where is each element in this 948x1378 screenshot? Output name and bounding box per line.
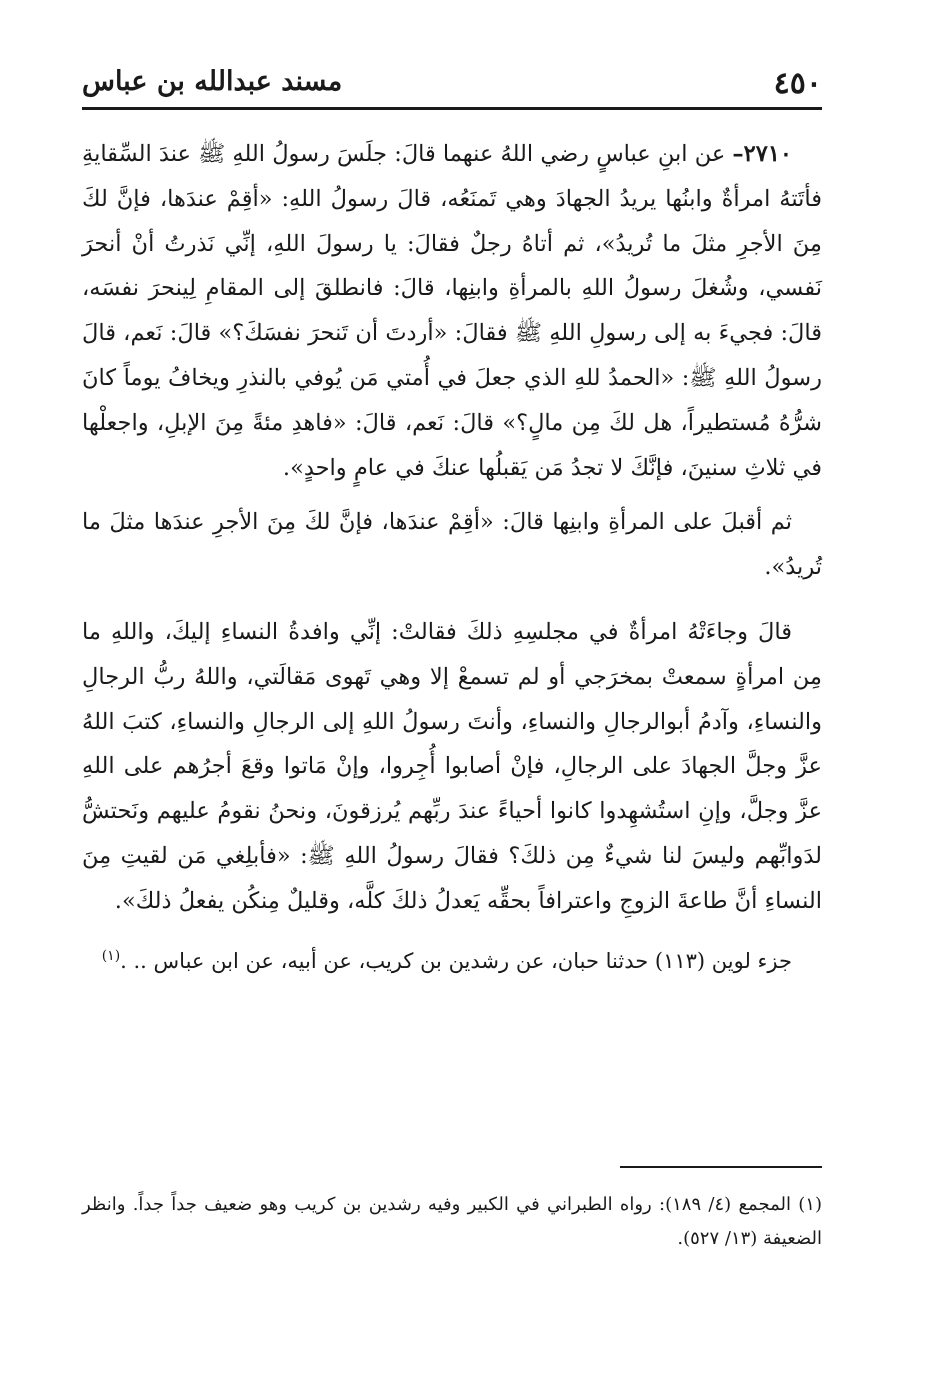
footnote-separator (620, 1166, 822, 1168)
hadith-number: ٢٧١٠– (732, 141, 793, 167)
running-title: مسند عبدالله بن عباس (82, 66, 343, 97)
footnote-marker: (١) (101, 947, 121, 964)
page-number: ٤٥٠ (773, 66, 822, 101)
hadith-text: عن ابنِ عباسٍ رضي اللهُ عنهما قالَ: جلَسَ رسولُ اللهِ ﷺ عندَ السِّقايةِ فأتَتهُ امرأةٌ وابنُها يريدُ الجهادَ وهي تَمنَعُه، قالَ رسولُ اللهِ: «أقِمْ عندَها، فإنَّ لكَ مِنَ الأجرِ مثلَ ما تُريدُ»، ثم أتاهُ رجلٌ فقالَ: يا رسولَ اللهِ، إنِّي نَذرتُ أنْ أنحرَ نَفسي، وشُغلَ رسولُ اللهِ بالمرأةِ وابنِها، قالَ: فانطلقَ إلى المقامِ لِينحرَ نفسَه، قالَ: فجيءَ به إلى رسولِ اللهِ ﷺ فقالَ: «أردتَ أن تَنحرَ نفسَكَ؟» قالَ: نَعم، قالَ رسولُ اللهِ ﷺ: «الحمدُ للهِ الذي جعلَ في أُمتي مَن يُوفي بالنذرِ ويخافُ يوماً كانَ شرُّهُ مُستطيراً، هل لكَ مِن مالٍ؟» قالَ: نَعم، قالَ: «فاهدِ مئةً مِنَ الإبلِ، واجعلْها في ثلاثِ سنينَ، فإنَّكَ لا تجدُ مَن يَقبلُها عنكَ في عامٍ واحدٍ». (82, 141, 822, 481)
footnote-text: (١) المجمع (٤/ ١٨٩): رواه الطبراني في الكبير وفيه رشدين بن كريب وهو ضعيف جداً جداً. وانظر الضعيفة (١٣/ ٥٢٧). (82, 1194, 822, 1249)
main-text (82, 132, 822, 983)
hadith-paragraph (82, 132, 822, 490)
source-paragraph (82, 934, 822, 984)
source-text: جزء لوين (١١٣) حدثنا حبان، عن رشدين بن كريب، عن أبيه، عن ابن عباس .. . (120, 948, 792, 973)
header-rule (82, 107, 822, 110)
footnote (82, 1188, 822, 1256)
paragraph-2: ثم أقبلَ على المرأةِ وابنِها قالَ: «أقِمْ عندَها، فإنَّ لكَ مِنَ الأجرِ عندَها مثلَ ما تُريدُ». (82, 509, 822, 581)
paragraph-3: قالَ وجاءَتْهُ امرأةٌ في مجلسِهِ ذلكَ فقالتْ: إنِّي وافدةُ النساءِ إليكَ، واللهِ ما مِن امرأةٍ سمعتْ بمخرَجي أو لم تسمعْ إلا وهي تَهوى مَقالَتي، واللهُ ربُّ الرجالِ والنساءِ، وآدمُ أبوالرجالِ والنساءِ، وأنتَ رسولُ اللهِ إلى الرجالِ والنساءِ، كتبَ اللهُ عزَّ وجلَّ الجهادَ على الرجالِ، فإنْ أصابوا أُجِروا، وإنْ مَاتوا وقعَ أجرُهم على اللهِ عزَّ وجلَّ، وإنِ استُشهِدوا كانوا أحياءً عندَ ربِّهم يُرزقونَ، ونحنُ نقومُ عليهم ونَحتشُّ لدَوابِّهم وليسَ لنا شيءٌ مِن ذلكَ؟ فقالَ رسولُ اللهِ ﷺ: «فأبلِغي مَن لقيتِ مِنَ النساءِ أنَّ طاعةَ الزوجِ واعترافاً بحقِّه يَعدلُ ذلكَ كلَّه، وقليلٌ مِنكُن يفعلُ ذلكَ». (82, 618, 822, 914)
page-header (82, 64, 822, 110)
